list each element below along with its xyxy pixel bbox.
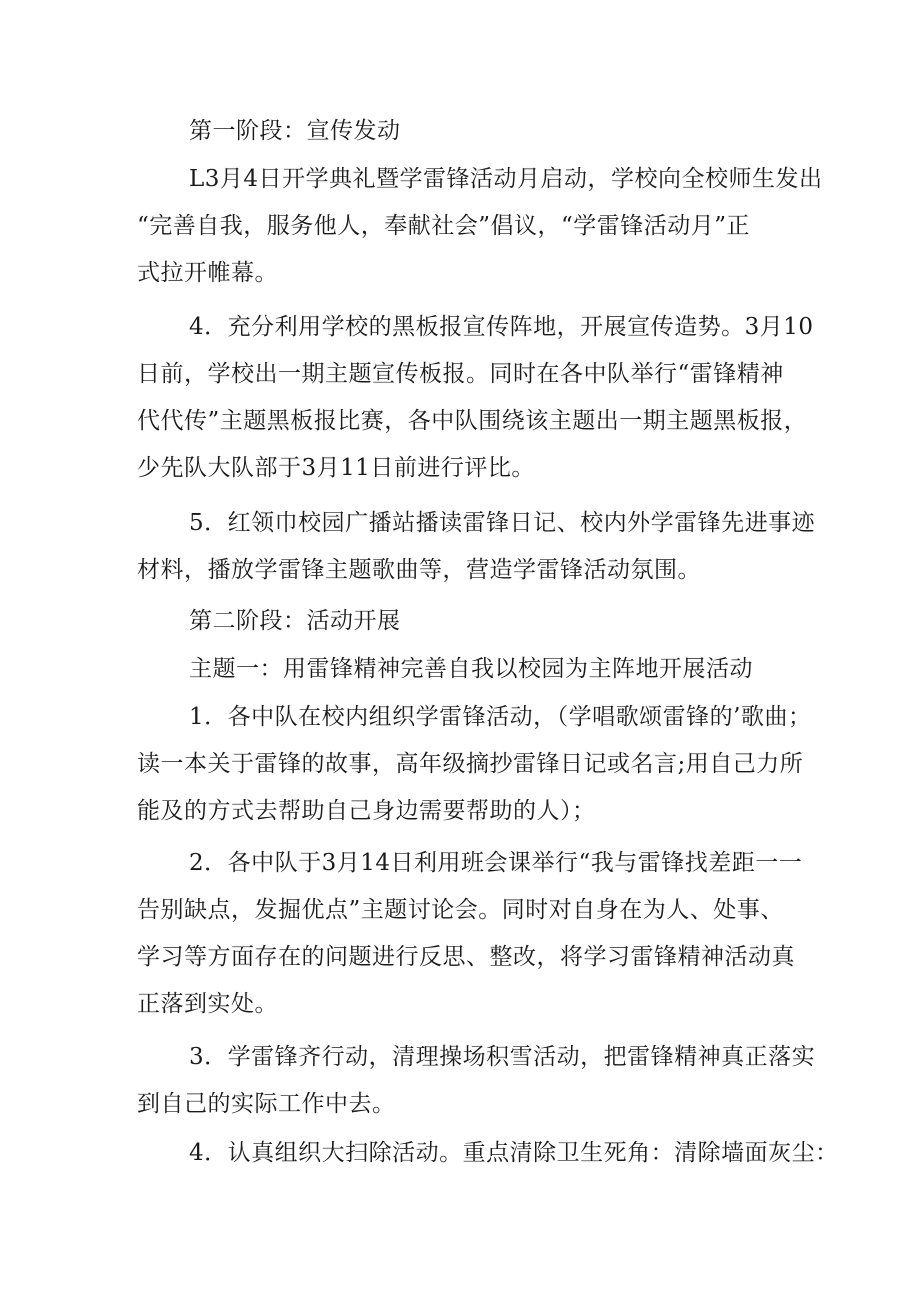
paragraph-line: 少先队大队部于3月11日前进行评比。 [137, 455, 535, 481]
paragraph-line: 学习等方面存在的问题进行反思、整改，将学习雷锋精神活动真 [137, 944, 795, 970]
heading-text: 主题一：用雷锋精神完善自我以校园为主阵地开展活动 [189, 656, 753, 682]
paragraph-item-opening [137, 156, 823, 297]
paragraph-line: 正落到实处。 [137, 991, 278, 1017]
paragraph-line: L3月4日开学典礼暨学雷锋活动月启动，学校向全校师生发出 [189, 166, 823, 192]
paragraph-item-2-discussion [137, 840, 807, 1028]
theme-heading-one [137, 646, 807, 693]
paragraph-line: 读一本关于雷锋的故事，高年级摘抄雷锋日记或名言;用自己力所 [137, 751, 804, 777]
paragraph-line: 式拉开帷幕。 [137, 260, 278, 286]
paragraph-item-5-broadcast [137, 500, 816, 594]
section-heading-stage-two [137, 598, 807, 645]
paragraph-item-4-cleaning [137, 1130, 839, 1177]
paragraph-line: 日前，学校出一期主题宣传板报。同时在各中队举行“雷锋精神 [137, 361, 784, 387]
paragraph-item-4-blackboard [137, 304, 814, 492]
paragraph-line: “完善自我，服务他人，奉献社会”倡议，“学雷锋活动月”正 [137, 213, 751, 239]
paragraph-line: 3．学雷锋齐行动，清理操场积雪活动，把雷锋精神真正落实 [189, 1044, 816, 1070]
paragraph-line: 4．充分利用学校的黑板报宣传阵地，开展宣传造势。3月10 [189, 314, 814, 340]
paragraph-item-1-activities [137, 694, 812, 835]
paragraph-line: 到自己的实际工作中去。 [137, 1091, 396, 1117]
paragraph-line: 告别缺点，发掘优点”主题讨论会。同时对自身在为人、处事、 [137, 897, 784, 923]
section-heading-stage-one [137, 108, 807, 155]
paragraph-line: 代代传”主题黑板报比赛，各中队围绕该主题出一期主题黑板报， [137, 408, 808, 434]
heading-text: 第二阶段：活动开展 [189, 608, 401, 634]
paragraph-line: 材料，播放学雷锋主题歌曲等，营造学雷锋活动氛围。 [137, 557, 701, 583]
paragraph-line: 1．各中队在校内组织学雷锋活动，（学唱歌颂雷锋的’歌曲； [189, 704, 812, 730]
paragraph-line: 2．各中队于3月14日利用班会课举行“我与雷锋找差距一一 [189, 850, 803, 876]
heading-text: 第一阶段：宣传发动 [189, 118, 401, 144]
paragraph-line: 5．红领巾校园广播站播读雷锋日记、校内外学雷锋先进事迹 [189, 510, 816, 536]
paragraph-line: 能及的方式去帮助自己身边需要帮助的人）； [137, 798, 596, 824]
paragraph-line: 4．认真组织大扫除活动。重点清除卫生死角：清除墙面灰尘： [189, 1140, 839, 1166]
paragraph-item-3-snow-clearing [137, 1034, 816, 1128]
